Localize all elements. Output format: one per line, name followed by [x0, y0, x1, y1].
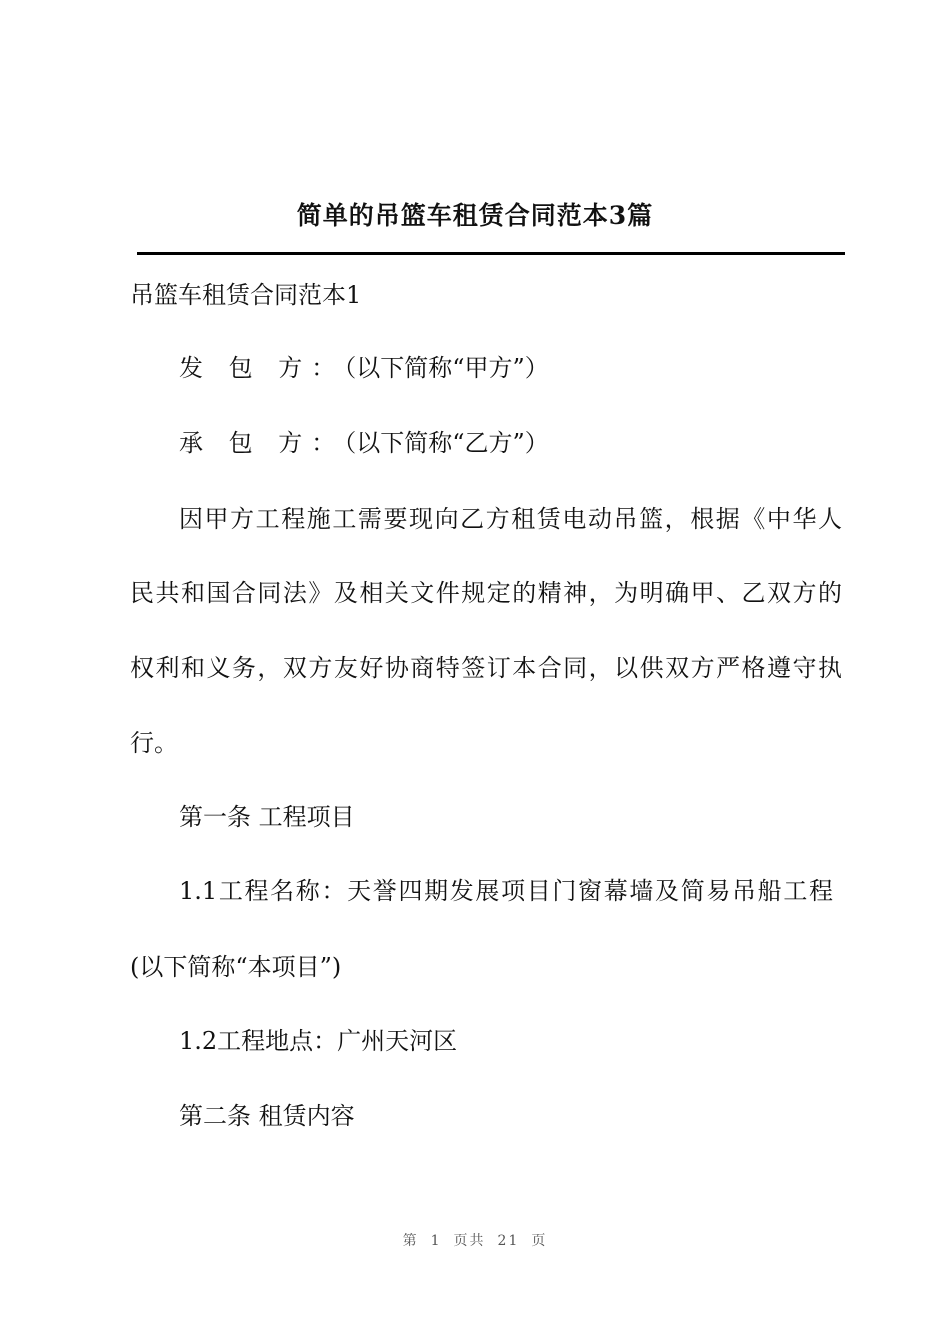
footer-prefix: 第 — [402, 1233, 419, 1249]
footer-page-number: 1 — [430, 1233, 442, 1249]
intro-line-3: 权利和义务，双方友好协商特签订本合同，以供双方严格遵守执 — [130, 654, 842, 682]
item-1-1-line-1: 1.1工程名称：天誉四期发展项目门窗幕墙及简易吊船工程 — [179, 877, 833, 905]
intro-line-1: 因甲方工程施工需要现向乙方租赁电动吊篮，根据《中华人 — [179, 505, 842, 533]
party-a-label: 发 包 方： — [179, 354, 345, 382]
article-2-heading: 第二条 租赁内容 — [179, 1102, 355, 1130]
party-b-line — [179, 428, 549, 458]
party-b-text: （以下简称“乙方”） — [344, 429, 549, 457]
document-title: 简单的吊篮车租赁合同范本3篇 — [296, 201, 654, 230]
item-1-1-line-2: (以下简称“本项目”) — [130, 953, 342, 981]
party-a-text: （以下简称“甲方”） — [344, 354, 549, 382]
footer-total-pages: 21 — [497, 1233, 520, 1249]
item-1-2: 1.2工程地点：广州天河区 — [179, 1027, 458, 1055]
intro-line-4: 行。 — [130, 729, 178, 757]
title-divider — [137, 252, 845, 255]
footer-middle: 页共 — [453, 1233, 486, 1249]
intro-line-2: 民共和国合同法》及相关文件规定的精神，为明确甲、乙双方的 — [130, 579, 842, 607]
page-footer — [0, 1230, 950, 1250]
party-a-line — [179, 353, 549, 383]
party-b-label: 承 包 方： — [179, 429, 345, 457]
footer-suffix: 页 — [531, 1233, 548, 1249]
section-heading: 吊篮车租赁合同范本1 — [130, 281, 362, 309]
article-1-heading: 第一条 工程项目 — [179, 803, 355, 831]
